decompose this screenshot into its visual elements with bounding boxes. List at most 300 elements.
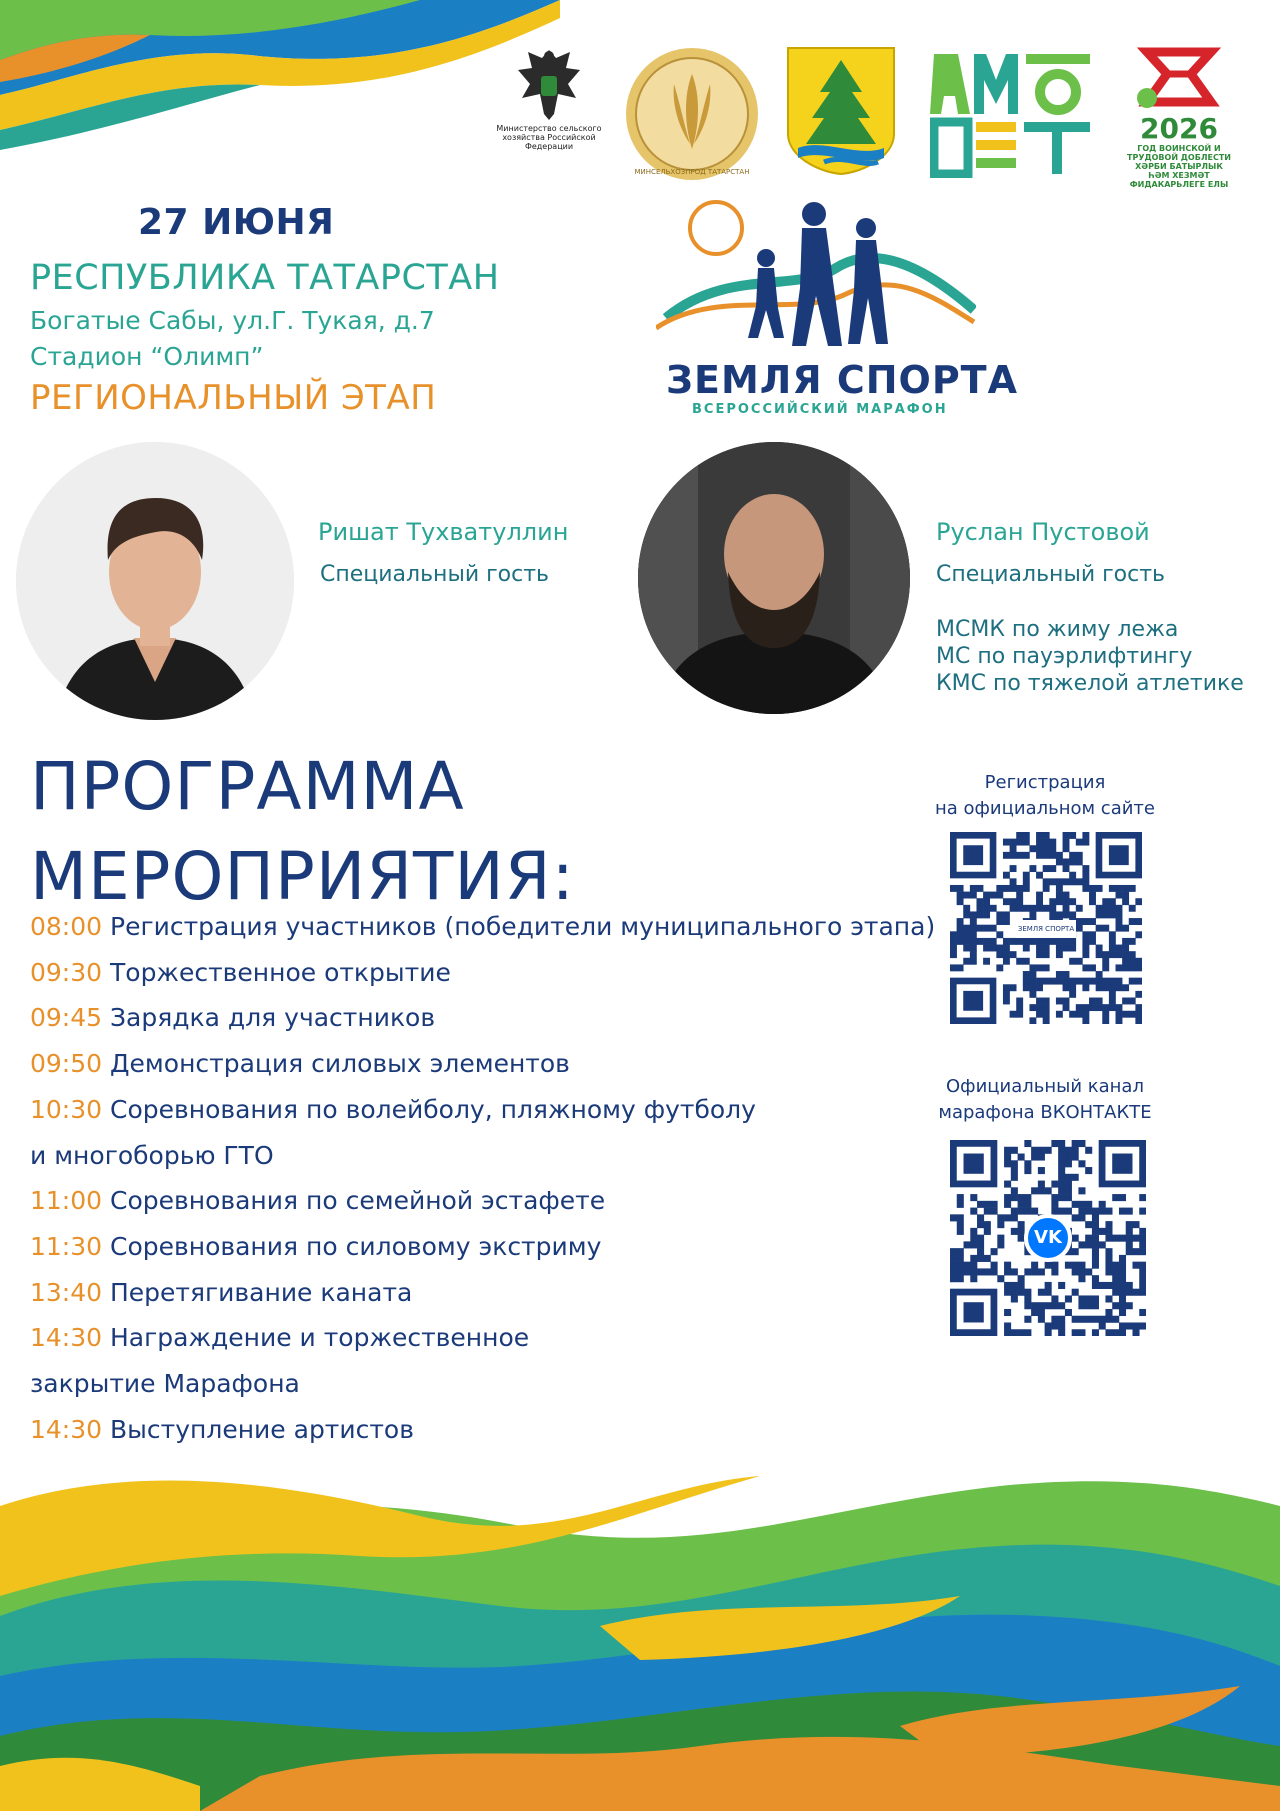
qr-module	[1043, 938, 1050, 945]
tatarstan-agri-seal	[622, 44, 762, 184]
qr-module	[1029, 865, 1036, 872]
qr-module	[970, 1194, 977, 1201]
qr-module	[1038, 1154, 1045, 1161]
qr-module	[1135, 931, 1142, 938]
qr-module	[1004, 1322, 1011, 1329]
qr-module	[950, 951, 957, 958]
qr-module	[1031, 1208, 1038, 1215]
qr-module	[1116, 1011, 1123, 1018]
qr-module	[976, 938, 983, 945]
qr-module	[1072, 1235, 1079, 1242]
qr-module	[1003, 885, 1010, 892]
qr-module	[1082, 839, 1089, 846]
vk-channel-qr[interactable]	[950, 1140, 1146, 1336]
qr-module	[1058, 1194, 1065, 1201]
qr-module	[1023, 839, 1030, 846]
qr-module	[1139, 1262, 1146, 1269]
qr-module	[1056, 898, 1063, 905]
qr-module	[1043, 945, 1050, 952]
qr-module	[1105, 1295, 1112, 1302]
qr-module	[1010, 1011, 1017, 1018]
qr-module	[990, 925, 997, 932]
schedule-row	[30, 904, 935, 950]
qr-module	[1082, 872, 1089, 879]
qr-module	[1126, 1228, 1133, 1235]
qr-module	[1010, 865, 1017, 872]
year-2026-logo	[1122, 44, 1236, 189]
qr-module	[1072, 1248, 1079, 1255]
qr-module	[1139, 1289, 1146, 1296]
qr-module	[1119, 1309, 1126, 1316]
qr-module	[1058, 1154, 1065, 1161]
qr-module	[1018, 1154, 1025, 1161]
qr-module	[1105, 1221, 1112, 1228]
year-caption: ГОД ВОИНСКОЙ И ТРУДОВОЙ ДОБЛЕСТИ ХӘРБИ БАТЫРЛЫК ҺӘМ ХЕЗМӘТ ФИДАКАРЬЛЕГЕ ЕЛЫ	[1127, 144, 1231, 189]
qr-module	[1024, 1167, 1031, 1174]
qr-module	[1036, 1011, 1043, 1018]
qr-module	[977, 1241, 984, 1248]
qr-module	[1038, 1147, 1045, 1154]
qr-module	[1105, 1248, 1112, 1255]
qr-module	[1116, 905, 1123, 912]
qr-module	[1078, 1302, 1085, 1309]
qr-module	[1085, 1201, 1092, 1208]
qr-module	[1004, 1282, 1011, 1289]
qr-module	[1116, 964, 1123, 971]
qr-module	[1076, 858, 1083, 865]
qr-module	[1112, 1289, 1119, 1296]
qr-module	[1102, 964, 1109, 971]
qr-module	[1069, 911, 1076, 918]
qr-module	[1122, 958, 1129, 965]
qr-module	[1126, 1322, 1133, 1329]
site-qr-badge: ЗЕМЛЯ СПОРТА	[1016, 920, 1076, 938]
qr-module	[1056, 885, 1063, 892]
qr-module	[1069, 991, 1076, 998]
qr-module	[1024, 1268, 1031, 1275]
qr-module	[970, 892, 977, 899]
schedule-time: 10:30	[30, 1094, 103, 1124]
qr-module	[991, 1268, 998, 1275]
qr-module	[1063, 858, 1070, 865]
qr-module	[1082, 878, 1089, 885]
qr-module	[996, 951, 1003, 958]
vk-qr-caption	[920, 1074, 1170, 1126]
qr-module	[1139, 1228, 1146, 1235]
qr-module	[1038, 1167, 1045, 1174]
qr-module	[1023, 885, 1030, 892]
qr-module	[1092, 1228, 1099, 1235]
qr-module	[1024, 1201, 1031, 1208]
event-address: Богатые Сабы, ул.Г. Тукая, д.7	[30, 306, 435, 335]
qr-module	[1089, 1004, 1096, 1011]
qr-module	[970, 911, 977, 918]
qr-module	[957, 931, 964, 938]
qr-module	[970, 1268, 977, 1275]
qr-module	[1135, 1011, 1142, 1018]
qr-module	[1016, 832, 1023, 839]
qr-module	[977, 1214, 984, 1221]
qr-module	[1078, 1316, 1085, 1323]
qr-module	[1078, 1187, 1085, 1194]
qr-module	[1018, 1201, 1025, 1208]
qr-module	[1024, 1160, 1031, 1167]
qr-module	[1119, 1322, 1126, 1329]
qr-module	[1069, 872, 1076, 879]
qr-module	[996, 911, 1003, 918]
qr-module	[1069, 984, 1076, 991]
qr-module	[1056, 878, 1063, 885]
qr-module	[1109, 945, 1116, 952]
qr-module	[1043, 885, 1050, 892]
qr-module	[1065, 1187, 1072, 1194]
qr-module	[976, 905, 983, 912]
qr-module	[1096, 925, 1103, 932]
qr-module	[1126, 1235, 1133, 1242]
qr-module	[1051, 1262, 1058, 1269]
schedule-text: Торжественное открытие	[110, 957, 451, 987]
qr-module	[970, 885, 977, 892]
qr-module	[963, 911, 970, 918]
qr-module	[983, 945, 990, 952]
qr-module	[1051, 1316, 1058, 1323]
qr-module	[1023, 852, 1030, 859]
marathon-runners-logo	[656, 198, 976, 358]
qr-module	[1096, 998, 1103, 1005]
qr-module	[1063, 971, 1070, 978]
qr-module	[1129, 918, 1136, 925]
qr-module	[1105, 1316, 1112, 1323]
schedule-time: 09:30	[30, 957, 103, 987]
qr-module	[1023, 878, 1030, 885]
qr-module	[1004, 1154, 1011, 1161]
site-registration-qr[interactable]	[950, 832, 1142, 1024]
schedule-row	[30, 1087, 935, 1133]
qr-module	[1038, 1181, 1045, 1188]
qr-module	[1038, 1316, 1045, 1323]
qr-module	[1076, 978, 1083, 985]
qr-module	[1063, 839, 1070, 846]
qr-module	[1116, 925, 1123, 932]
ministry-caption: Министерство сельского хозяйства Российской Федерации	[496, 124, 602, 151]
qr-module	[1078, 1160, 1085, 1167]
qr-module	[1139, 1309, 1146, 1316]
qr-module	[970, 1275, 977, 1282]
qr-module	[1096, 945, 1103, 952]
qr-module	[983, 911, 990, 918]
qr-module	[1031, 1268, 1038, 1275]
qr-module	[964, 1262, 971, 1269]
qr-module	[1122, 998, 1129, 1005]
qr-module	[1072, 1262, 1079, 1269]
schedule-text: закрытие Марафона	[30, 1369, 300, 1399]
schedule-time: 09:45	[30, 1003, 103, 1033]
qr-module	[957, 1248, 964, 1255]
qr-module	[1024, 1194, 1031, 1201]
qr-module	[1004, 1289, 1011, 1296]
qr-module	[1065, 1208, 1072, 1215]
qr-module	[1072, 1201, 1079, 1208]
qr-module	[970, 938, 977, 945]
qr-module	[1029, 911, 1036, 918]
qr-module	[1139, 1194, 1146, 1201]
qr-module	[1109, 898, 1116, 905]
qr-module	[1132, 1322, 1139, 1329]
qr-module	[1082, 931, 1089, 938]
qr-module	[1135, 958, 1142, 965]
qr-module	[1092, 1214, 1099, 1221]
qr-module	[1069, 958, 1076, 965]
qr-module	[1018, 1194, 1025, 1201]
qr-module	[1063, 845, 1070, 852]
qr-module	[1129, 978, 1136, 985]
qr-module	[1122, 938, 1129, 945]
qr-module	[1089, 918, 1096, 925]
qr-module	[1010, 905, 1017, 912]
qr-module	[970, 1241, 977, 1248]
qr-module	[1024, 1140, 1031, 1147]
qr-module	[970, 958, 977, 965]
qr-module	[1116, 918, 1123, 925]
qr-module	[990, 938, 997, 945]
qr-module	[1024, 1289, 1031, 1296]
qr-module	[1082, 978, 1089, 985]
qr-module	[1116, 892, 1123, 899]
qr-module	[1072, 1154, 1079, 1161]
qr-module	[1031, 1147, 1038, 1154]
qr-module	[1102, 925, 1109, 932]
qr-module	[1129, 905, 1136, 912]
qr-module	[1092, 1316, 1099, 1323]
qr-module	[964, 1268, 971, 1275]
qr-module	[1016, 958, 1023, 965]
schedule-text: Перетягивание каната	[110, 1277, 413, 1307]
qr-module	[976, 885, 983, 892]
qr-module	[963, 938, 970, 945]
qr-module	[976, 925, 983, 932]
qr-module	[1056, 978, 1063, 985]
qr-module	[1024, 1302, 1031, 1309]
qr-module	[1003, 911, 1010, 918]
qr-module	[1036, 951, 1043, 958]
qr-module	[1043, 845, 1050, 852]
qr-module	[1065, 1194, 1072, 1201]
schedule-time: 11:00	[30, 1186, 103, 1216]
qr-module	[1135, 991, 1142, 998]
qr-module	[1089, 978, 1096, 985]
qr-module	[976, 911, 983, 918]
qr-module	[1089, 998, 1096, 1005]
qr-finder-pattern	[964, 1302, 984, 1322]
qr-module	[1024, 1208, 1031, 1215]
qr-module	[1056, 852, 1063, 859]
qr-module	[1018, 1275, 1025, 1282]
guest-role-2: Специальный гость	[936, 562, 1166, 587]
qr-module	[1126, 1221, 1133, 1228]
qr-module	[1024, 1329, 1031, 1336]
qr-module	[1109, 938, 1116, 945]
qr-module	[1011, 1194, 1018, 1201]
qr-module	[983, 892, 990, 899]
qr-module	[1065, 1147, 1072, 1154]
qr-module	[1058, 1282, 1065, 1289]
qr-module	[1063, 1004, 1070, 1011]
qr-module	[1122, 892, 1129, 899]
qr-module	[1116, 978, 1123, 985]
qr-module	[977, 1255, 984, 1262]
qr-module	[996, 918, 1003, 925]
qr-module	[1139, 1275, 1146, 1282]
guest-merit-item: МС по пауэрлифтингу	[936, 644, 1193, 669]
qr-module	[996, 945, 1003, 952]
qr-module	[1109, 885, 1116, 892]
qr-module	[1004, 1268, 1011, 1275]
qr-module	[1045, 1282, 1052, 1289]
qr-module	[1135, 918, 1142, 925]
qr-module	[1102, 898, 1109, 905]
qr-module	[1076, 1011, 1083, 1018]
qr-module	[1051, 1181, 1058, 1188]
qr-module	[1051, 1194, 1058, 1201]
qr-module	[1043, 905, 1050, 912]
qr-module	[1092, 1275, 1099, 1282]
qr-module	[1023, 971, 1030, 978]
qr-module	[983, 958, 990, 965]
qr-module	[1132, 1329, 1139, 1336]
qr-module	[970, 951, 977, 958]
qr-module	[1069, 978, 1076, 985]
qr-module	[1132, 1235, 1139, 1242]
qr-module	[1010, 951, 1017, 958]
qr-module	[1029, 984, 1036, 991]
qr-module	[1063, 878, 1070, 885]
qr-module	[1102, 1004, 1109, 1011]
qr-module	[1116, 1017, 1123, 1024]
qr-module	[1003, 852, 1010, 859]
qr-module	[1122, 984, 1129, 991]
qr-module	[1004, 1329, 1011, 1336]
qr-module	[1043, 839, 1050, 846]
event-venue: Стадион “Олимп”	[30, 342, 264, 371]
qr-module	[1036, 978, 1043, 985]
schedule-row	[30, 1315, 935, 1361]
qr-module	[1056, 858, 1063, 865]
qr-module	[950, 1214, 957, 1221]
qr-module	[970, 931, 977, 938]
schedule-time: 14:30	[30, 1323, 103, 1353]
qr-module	[1063, 984, 1070, 991]
qr-module	[1078, 1140, 1085, 1147]
qr-module	[1004, 1201, 1011, 1208]
qr-module	[1023, 872, 1030, 879]
qr-module	[1003, 898, 1010, 905]
qr-module	[1132, 1289, 1139, 1296]
qr-module	[1119, 1208, 1126, 1215]
bottom-wave-decoration	[0, 1446, 1280, 1811]
qr-module	[1029, 964, 1036, 971]
qr-module	[1129, 998, 1136, 1005]
schedule-text: Выступление артистов	[110, 1414, 414, 1444]
qr-module	[1072, 1289, 1079, 1296]
qr-module	[1016, 839, 1023, 846]
qr-module	[1119, 1329, 1126, 1336]
qr-module	[964, 1241, 971, 1248]
qr-module	[1092, 1208, 1099, 1215]
qr-module	[1109, 978, 1116, 985]
qr-module	[1122, 951, 1129, 958]
qr-module	[1092, 1248, 1099, 1255]
qr-module	[1016, 892, 1023, 899]
ampo-porte-logo	[930, 44, 1094, 178]
qr-module	[1096, 978, 1103, 985]
qr-module	[1085, 1302, 1092, 1309]
qr-module	[1023, 978, 1030, 985]
qr-module	[1116, 885, 1123, 892]
qr-module	[1096, 971, 1103, 978]
schedule-row-continuation	[30, 1361, 935, 1407]
qr-module	[1072, 1268, 1079, 1275]
qr-module	[1076, 958, 1083, 965]
qr-module	[1058, 1140, 1065, 1147]
qr-module	[1023, 832, 1030, 839]
qr-module	[1092, 1241, 1099, 1248]
qr-module	[1043, 832, 1050, 839]
qr-module	[1119, 1194, 1126, 1201]
qr-module	[1099, 1241, 1106, 1248]
qr-module	[1078, 1262, 1085, 1269]
qr-module	[1003, 938, 1010, 945]
qr-module	[1092, 1235, 1099, 1242]
qr-module	[1036, 832, 1043, 839]
qr-module	[1063, 905, 1070, 912]
qr-module	[1085, 1295, 1092, 1302]
guest-merits-2	[936, 616, 1244, 697]
qr-module	[983, 925, 990, 932]
qr-finder-pattern	[1109, 845, 1129, 865]
qr-module	[1051, 1322, 1058, 1329]
qr-module	[1018, 1208, 1025, 1215]
qr-module	[1112, 1316, 1119, 1323]
qr-module	[1036, 945, 1043, 952]
qr-module	[957, 1275, 964, 1282]
qr-module	[950, 1268, 957, 1275]
qr-module	[1069, 858, 1076, 865]
qr-module	[997, 1241, 1004, 1248]
qr-module	[1023, 938, 1030, 945]
qr-module	[1004, 1194, 1011, 1201]
qr-module	[1085, 1235, 1092, 1242]
qr-module	[1119, 1255, 1126, 1262]
qr-module	[1096, 885, 1103, 892]
qr-module	[984, 1268, 991, 1275]
qr-module	[1089, 938, 1096, 945]
qr-module	[1099, 1228, 1106, 1235]
qr-module	[1082, 984, 1089, 991]
qr-module	[1082, 1017, 1089, 1024]
qr-module	[963, 958, 970, 965]
qr-module	[1043, 978, 1050, 985]
qr-module	[1109, 931, 1116, 938]
qr-module	[1122, 885, 1129, 892]
qr-module	[1105, 1228, 1112, 1235]
qr-module	[1112, 1282, 1119, 1289]
qr-module	[1004, 1160, 1011, 1167]
qr-module	[1102, 958, 1109, 965]
top-wave-decoration	[0, 0, 560, 150]
schedule-text: и многоборью ГТО	[30, 1140, 274, 1170]
qr-module	[1003, 839, 1010, 846]
qr-module	[1078, 1201, 1085, 1208]
